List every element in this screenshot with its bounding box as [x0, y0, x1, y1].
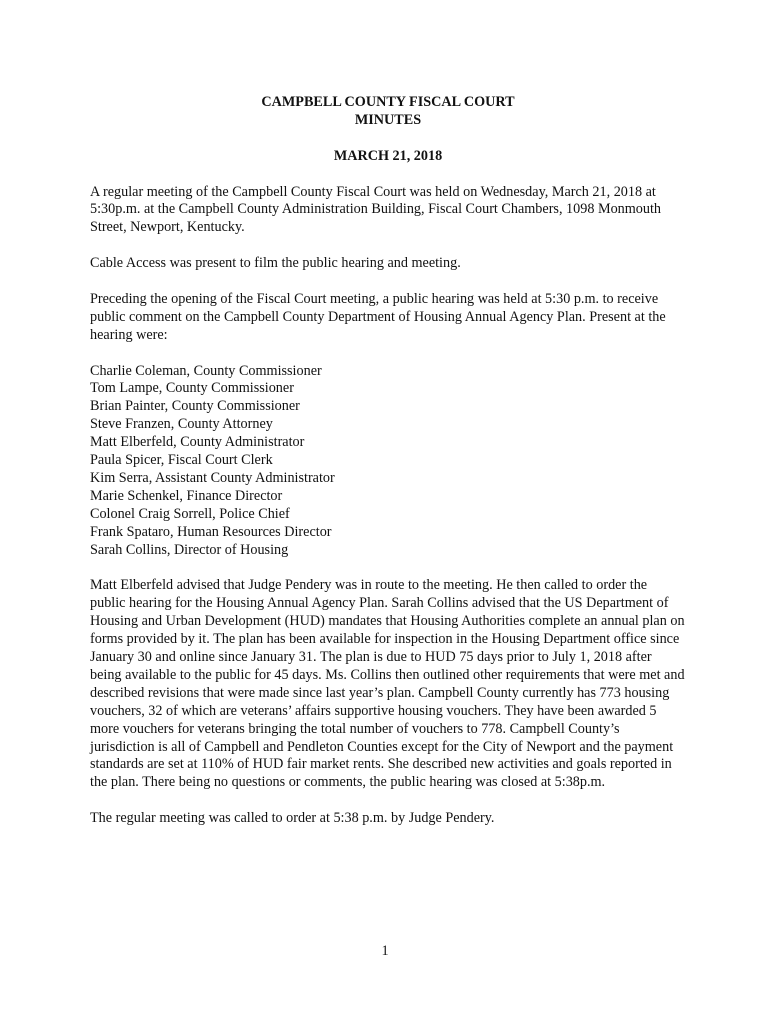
page-number: 1 [381, 943, 389, 959]
cable-access-paragraph: Cable Access was present to film the public hearing and meeting. [90, 255, 461, 272]
document-title-line1: CAMPBELL COUNTY FISCAL COURT [261, 94, 515, 110]
attendee-item: Brian Painter, County Commissioner [90, 398, 300, 415]
attendee-item: Colonel Craig Sorrell, Police Chief [90, 505, 290, 522]
attendee-item: Frank Spataro, Human Resources Director [90, 523, 332, 540]
meeting-date: MARCH 21, 2018 [333, 147, 443, 164]
attendee-item: Steve Franzen, County Attorney [90, 416, 273, 433]
hearing-discussion-paragraph: Matt Elberfeld advised that Judge Pendery was in route to the meeting. He then called to order the public hearing for the Housing Annual Agency Plan. Sarah Collins advised that the US Department of Housing and Urban Development (HUD) mandates that Housing Authorities complete an annual plan on forms provided by it. The plan has been available for inspection in the Housing Department office since January 30 and online since January 31. The plan is due to HUD 75 days prior to July 1, 2018 after being available to the public for 45 days. Ms. Collins then outlined other requirements that were met and described revisions that were made since last year’s plan. Campbell County currently has 773 housing vouchers, 32 of which are veterans’ affairs supportive housing vouchers. They have been awarded 5 more vouchers for veterans bringing the total number of vouchers to 778. Campbell County’s jurisdiction is all of Campbell and Pendleton Counties except for the City of Newport and the payment standards are set at 110% of HUD fair market rents. She described new activities and goals reported in the plan. There being no questions or comments, the public hearing was closed at 5:38p.m. [90, 577, 685, 791]
attendee-item: Tom Lampe, County Commissioner [90, 380, 294, 397]
attendee-item: Marie Schenkel, Finance Director [90, 487, 283, 504]
intro-paragraph: A regular meeting of the Campbell County Fiscal Court was held on Wednesday, March 21, 2018 at 5:30p.m. at the Campbell County Administration Building, Fiscal Court Chambers, 1098 Monmouth Street, Newport, Kentucky. [90, 183, 662, 236]
attendee-item: Matt Elberfeld, County Administrator [90, 434, 305, 451]
document-body [90, 94, 686, 828]
attendee-item: Kim Serra, Assistant County Administrator [90, 469, 335, 486]
call-to-order-paragraph: The regular meeting was called to order at 5:38 p.m. by Judge Pendery. [90, 810, 495, 827]
attendee-list [90, 363, 686, 560]
attendee-item: Charlie Coleman, County Commissioner [90, 362, 322, 379]
attendee-item: Paula Spicer, Fiscal Court Clerk [90, 452, 273, 469]
public-hearing-paragraph: Preceding the opening of the Fiscal Court meeting, a public hearing was held at 5:30 p.m. to receive public comment on the Campbell County Department of Housing Annual Agency Plan. Present at the hearing were: [90, 290, 666, 343]
attendee-item: Sarah Collins, Director of Housing [90, 541, 289, 558]
document-title-line2: MINUTES [354, 111, 422, 128]
